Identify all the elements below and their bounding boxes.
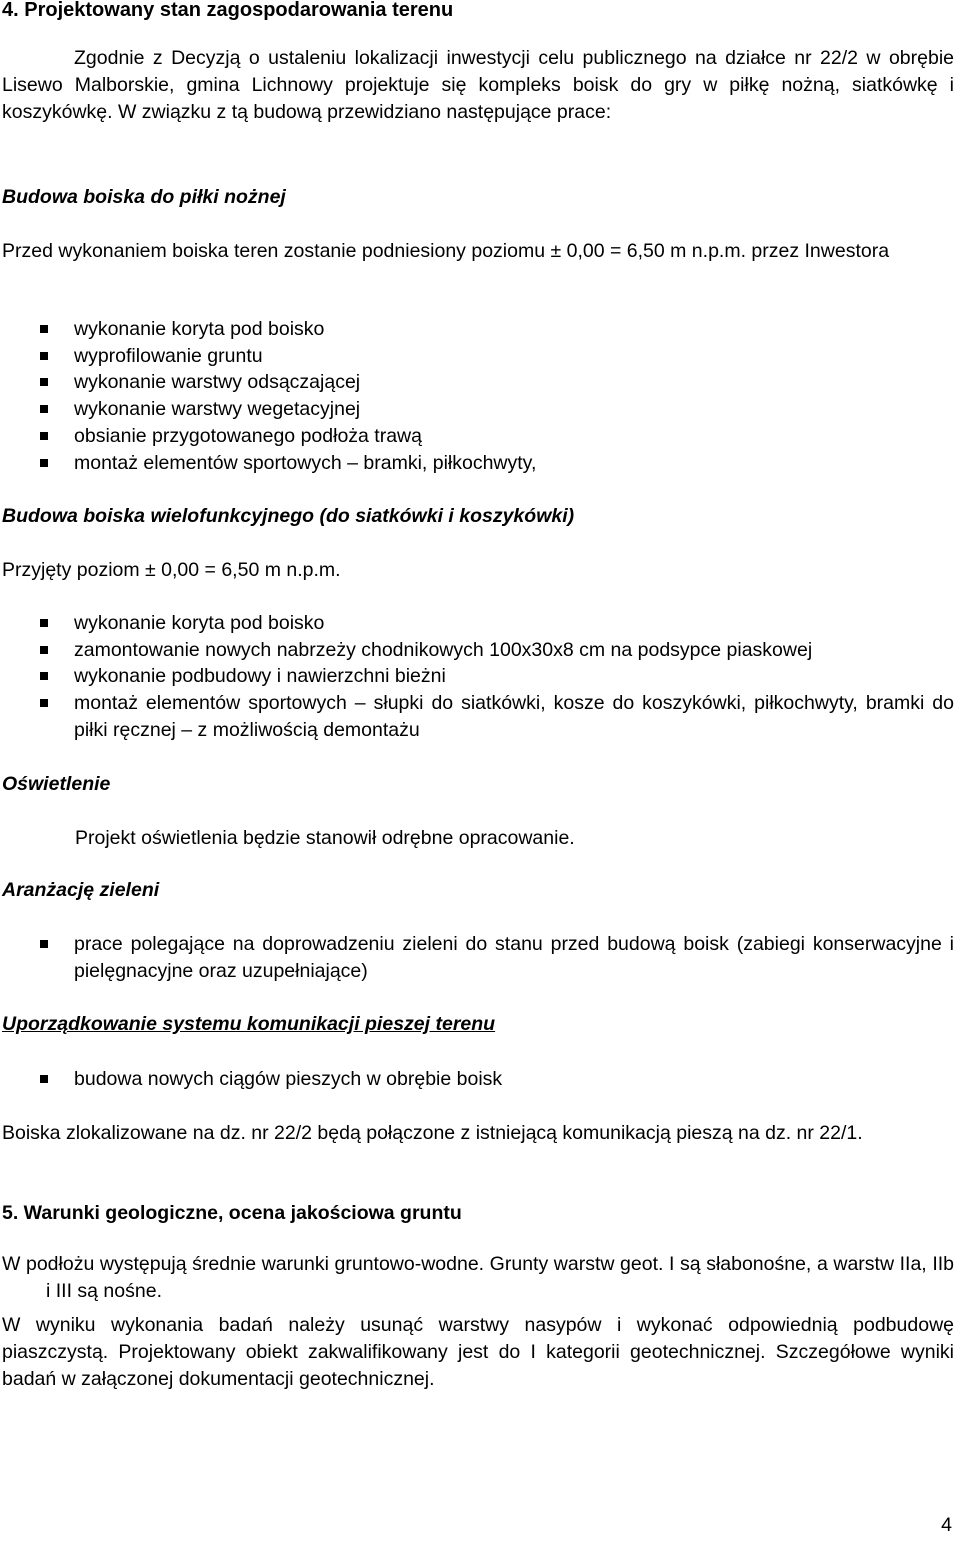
bullet-square-icon bbox=[40, 325, 48, 333]
list-item: wykonanie warstwy wegetacyjnej bbox=[0, 396, 954, 423]
geology-paragraph-2: W wyniku wykonania badań należy usunąć warstwy nasypów i wykonać odpowiednią podbudowę piaszczystą. Projektowany obiekt zakwalifikowany jest do I kategorii geotechnicznej. Szczegółowe wyniki badań w załączonej dokumentacji geotechnicznej. bbox=[2, 1314, 954, 1390]
list-item: wykonanie warstwy odsączającej bbox=[0, 369, 954, 396]
list-item: obsianie przygotowanego podłoża trawą bbox=[0, 423, 954, 450]
list-item: zamontowanie nowych nabrzeży chodnikowych 100x30x8 cm na podsypce piaskowej bbox=[0, 637, 954, 664]
bullet-square-icon bbox=[40, 940, 48, 948]
list-item: wyprofilowanie gruntu bbox=[0, 343, 954, 370]
list-item: prace polegające na doprowadzeniu zieleni do stanu przed budową boisk (zabiegi konserwacyjne i pielęgnacyjne oraz uzupełniające) bbox=[0, 931, 954, 984]
bullet-square-icon bbox=[40, 672, 48, 680]
geology-paragraph-1: W podłożu występują średnie warunki gruntowo-wodne. Grunty warstw geot. I są słabonośne, a warstw IIa, IIb i III są nośne. bbox=[2, 1253, 954, 1302]
bullet-square-icon bbox=[40, 1075, 48, 1083]
football-intro: Przed wykonaniem boiska teren zostanie podniesiony poziomu ± 0,00 = 6,50 m n.p.m. przez Inwestora bbox=[2, 240, 890, 262]
list-item: montaż elementów sportowych – słupki do siatkówki, kosze do koszykówki, piłkochwyty, bramki do piłki ręcznej – z możliwością demontażu bbox=[0, 690, 954, 743]
list-item: budowa nowych ciągów pieszych w obrębie boisk bbox=[0, 1066, 954, 1093]
list-item: wykonanie koryta pod boisko bbox=[0, 316, 954, 343]
paths-title: Uporządkowanie systemu komunikacji pieszej terenu bbox=[2, 1013, 496, 1035]
list-item: wykonanie koryta pod boisko bbox=[0, 610, 954, 637]
bullet-square-icon bbox=[40, 459, 48, 467]
section-heading: 4. Projektowany stan zagospodarowania terenu bbox=[2, 0, 454, 21]
bullet-square-icon bbox=[40, 432, 48, 440]
bullet-square-icon bbox=[40, 619, 48, 627]
lighting-title: Oświetlenie bbox=[2, 773, 111, 795]
multi-intro: Przyjęty poziom ± 0,00 = 6,50 m n.p.m. bbox=[2, 559, 341, 581]
multi-work-list bbox=[0, 610, 954, 744]
paths-note: Boiska zlokalizowane na dz. nr 22/2 będą połączone z istniejącą komunikacją pieszą na dz. nr 22/1. bbox=[2, 1122, 863, 1144]
list-item: montaż elementów sportowych – bramki, piłkochwyty, bbox=[0, 450, 954, 477]
intro-paragraph: Zgodnie z Decyzją o ustaleniu lokalizacji inwestycji celu publicznego na działce nr 22/2 w obrębie Lisewo Malborskie, gmina Lichnowy projektuje się kompleks boisk do gry w piłkę nożną, siatkówkę i koszykówkę. W związku z tą budową przewidziano następujące prace: bbox=[2, 47, 954, 123]
bullet-square-icon bbox=[40, 378, 48, 386]
bullet-square-icon bbox=[40, 405, 48, 413]
page-number: 4 bbox=[941, 1514, 952, 1536]
multi-title: Budowa boiska wielofunkcyjnego (do siatkówki i koszykówki) bbox=[2, 505, 575, 527]
lighting-text: Projekt oświetlenia będzie stanowił odrębne opracowanie. bbox=[75, 827, 575, 849]
list-item: wykonanie podbudowy i nawierzchni bieżni bbox=[0, 663, 954, 690]
bullet-square-icon bbox=[40, 646, 48, 654]
geology-heading: 5. Warunki geologiczne, ocena jakościowa gruntu bbox=[2, 1202, 462, 1224]
greenery-title: Aranżację zieleni bbox=[2, 879, 160, 901]
bullet-square-icon bbox=[40, 699, 48, 707]
greenery-list bbox=[0, 931, 954, 984]
bullet-square-icon bbox=[40, 352, 48, 360]
paths-list bbox=[0, 1066, 954, 1093]
football-work-list bbox=[0, 316, 954, 476]
football-title: Budowa boiska do piłki nożnej bbox=[2, 186, 286, 208]
